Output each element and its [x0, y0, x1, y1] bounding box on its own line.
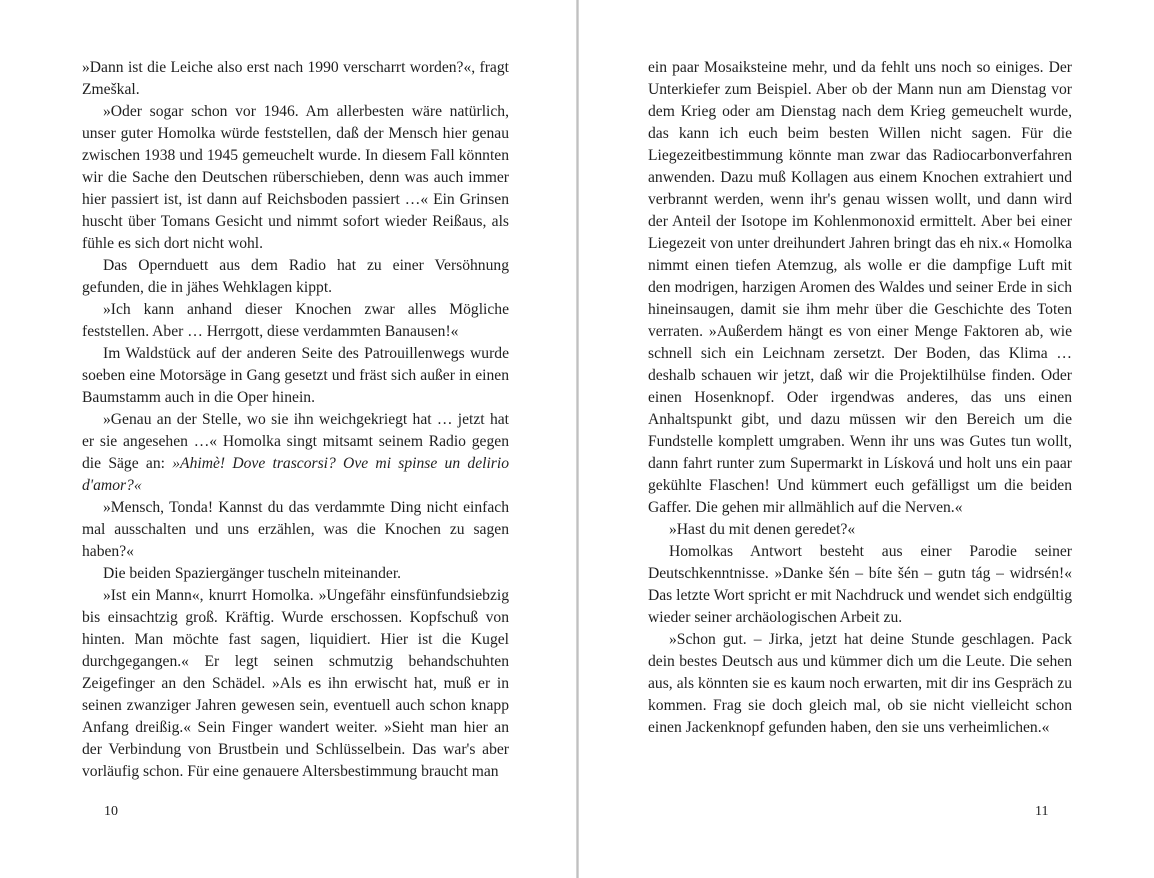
paragraph: »Oder sogar schon vor 1946. Am allerbesten wäre natürlich, unser guter Homolka würde feststellen, daß der Mensch hier genau zwischen 1938 und 1945 gemeuchelt wurde. In diesem Fall könnten wir die Sache den Deutschen rüberschieben, denn was auch immer hier passiert ist, ist dann auf Reichsboden passiert …« Ein Grinsen huscht über Tomans Gesicht und nimmt sofort wieder Reißaus, als fühle es sich dort nicht wohl. — [82, 103, 509, 252]
paragraph: Im Waldstück auf der anderen Seite des Patrouillenwegs wurde soeben eine Motorsäge in Gang gesetzt und fräst sich außer in einen Baumstamm auch in die Oper hinein. — [82, 345, 509, 406]
paragraph: »Ist ein Mann«, knurrt Homolka. »Ungefähr einsfünfundsiebzig bis einsachtzig groß. Kräftig. Wurde erschossen. Kopfschuß von hinten. Man möchte fast sagen, liquidiert. Hier ist die Kugel durchgegangen.« Er legt seinen schmutzig behandschuhten Zeigefinger an den Schädel. »Als es ihn erwischt hat, muß er in seinen zwanziger Jahren gewesen sein, eventuell auch schon knapp Anfang dreißig.« Sein Finger wandert weiter. »Sieht man hier an der Verbindung von Brustbein und Schlüsselbein. Das war's aber vorläufig schon. Für eine genauere Altersbestimmung braucht man — [82, 587, 509, 780]
paragraph: Homolkas Antwort besteht aus einer Parodie seiner Deutschkenntnisse. »Danke šén – bíte šén – gutn tág – widrsén!« Das letzte Wort spricht er mit Nachdruck und wendet sich endgültig wieder seiner archäologischen Arbeit zu. — [648, 543, 1072, 626]
paragraph: »Dann ist die Leiche also erst nach 1990 verscharrt worden?«, fragt Zmeškal. — [82, 59, 509, 98]
paragraph: Die beiden Spaziergänger tuscheln miteinander. — [103, 565, 402, 582]
paragraph: »Mensch, Tonda! Kannst du das verdammte Ding nicht einfach mal ausschalten und uns erzählen, was die Knochen zu sagen haben?« — [82, 499, 509, 560]
italic-quote: »Ahimè! Dove trascorsi? Ove mi spinse un delirio d'amor?« — [82, 455, 510, 494]
right-page-text — [648, 57, 1072, 739]
paragraph-with-italic — [82, 409, 509, 497]
paragraph-text: »Genau an der Stelle, wo sie ihn weichgekriegt hat … jetzt hat er sie angesehen …« Homolka singt mitsamt seinem Radio gegen die Säge an: — [82, 411, 509, 472]
left-page-text — [82, 57, 509, 783]
paragraph: »Hast du mit denen geredet?« — [669, 521, 856, 538]
page-number-left: 10 — [104, 804, 118, 819]
right-page — [579, 0, 1154, 878]
paragraph: »Ich kann anhand dieser Knochen zwar alles Mögliche feststellen. Aber … Herrgott, diese verdammten Banausen!« — [82, 301, 509, 340]
paragraph: Das Opernduett aus dem Radio hat zu einer Versöhnung gefunden, die in jähes Wehklagen kippt. — [82, 257, 509, 296]
paragraph: ein paar Mosaiksteine mehr, und da fehlt uns noch so einiges. Der Unterkiefer zum Beispiel. Aber ob der Mann nun am Dienstag vor dem Krieg oder am Dienstag nach dem Krieg gemeuchelt wurde, das kann ich euch beim besten Willen nicht sagen. Für die Liegezeitbestimmung könnte man zwar das Radiocarbonverfahren anwenden. Dazu muß Kollagen aus einem Knochen extrahiert und verbrannt werden, wenn ihr's genau wissen wollt, und dann wird der Anteil der Isotope im Kohlenmonoxid ermittelt. Aber bei einer Liegezeit von unter dreihundert Jahren bringt das eh nix.« Homolka nimmt einen tiefen Atemzug, als wolle er die dampfige Luft mit den modrigen, harzigen Aromen des Waldes und seiner Erde in sich hineinsaugen, damit sie ihm mehr über die Geschichte des Toten verraten. »Außerdem hängt es von einer Menge Faktoren ab, wie schnell sich ein Leichnam zersetzt. Der Boden, das Klima … deshalb schauen wir jetzt, daß wir die Projektilhülse finden. Oder einen Hosenknopf. Oder irgendwas anderes, das uns einen Anhaltspunkt gibt, und dazu müssen wir den Bereich um die Fundstelle komplett umgraben. Wenn ihr uns was Gutes tun wollt, dann fahrt runter zum Supermarkt in Lísková und holt uns ein paar gekühlte Flaschen! Und kümmert euch gefälligst um die beiden Gaffer. Die gehen mir allmählich auf die Nerven.« — [648, 59, 1072, 516]
paragraph: »Schon gut. – Jirka, jetzt hat deine Stunde geschlagen. Pack dein bestes Deutsch aus und kümmer dich um die Leute. Die sehen aus, als könnten sie es kaum noch erwarten, mit dir ins Gespräch zu kommen. Frag sie doch gleich mal, ob sie nicht vielleicht schon einen Jackenknopf gefunden haben, den sie uns verheimlichen.« — [648, 631, 1072, 736]
page-number-right: 11 — [1035, 804, 1049, 819]
